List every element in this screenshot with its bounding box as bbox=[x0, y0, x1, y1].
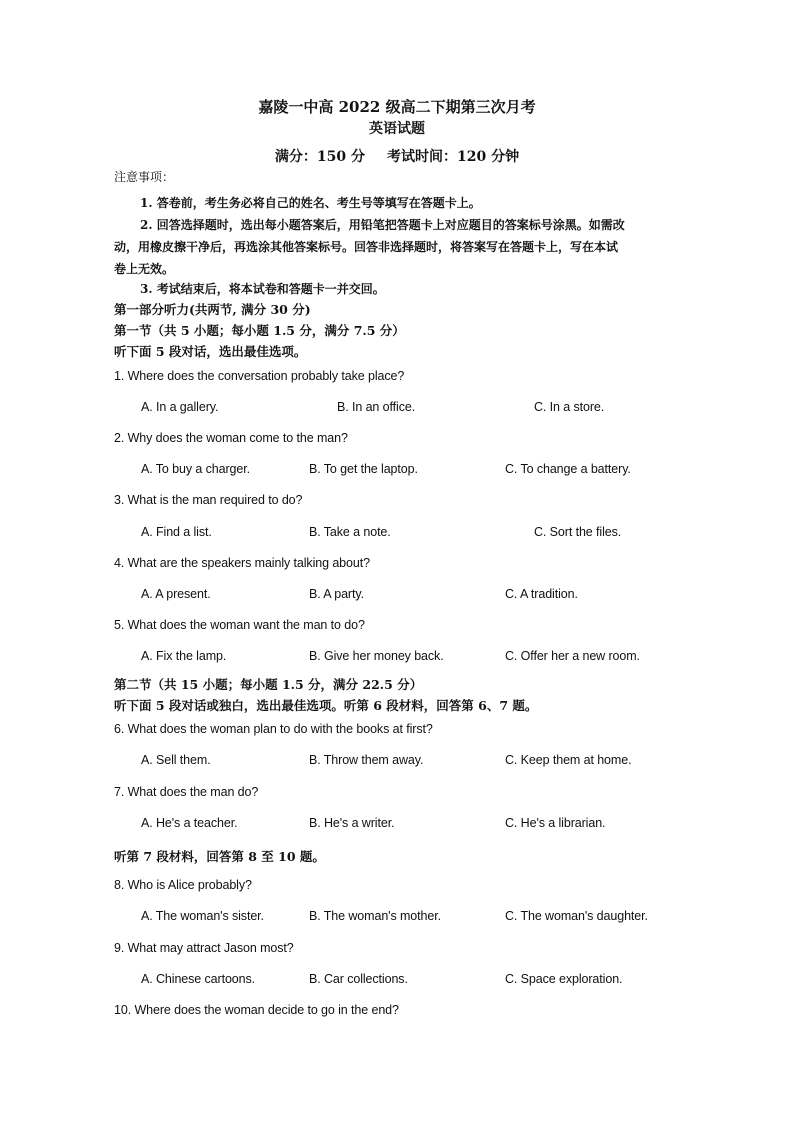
q4-option-b: B. A party. bbox=[309, 587, 364, 601]
q8-option-c: C. The woman's daughter. bbox=[505, 909, 648, 923]
notice-heading: 注意事项： bbox=[114, 170, 175, 184]
question-6: 6. What does the woman plan to do with the books at first? bbox=[114, 722, 433, 736]
question-4: 4. What are the speakers mainly talking about? bbox=[114, 556, 370, 570]
q6-option-b: B. Throw them away. bbox=[309, 753, 424, 767]
q8-option-a: A. The woman's sister. bbox=[141, 909, 264, 923]
notice-item-2-line-2: 动，用橡皮擦干净后，再选涂其他答案标号。回答非选择题时，将答案写在答题卡上，写在本试 bbox=[114, 240, 619, 254]
q9-option-c: C. Space exploration. bbox=[505, 972, 623, 986]
section1-instructions: 听下面 5 段对话，选出最佳选项。 bbox=[114, 344, 307, 359]
q1-option-a: A. In a gallery. bbox=[141, 400, 219, 414]
q2-option-c: C. To change a battery. bbox=[505, 462, 631, 476]
exam-subtitle: 英语试题 bbox=[369, 121, 425, 137]
part1-heading: 第一部分听力(共两节, 满分 30 分) bbox=[114, 302, 311, 317]
question-3: 3. What is the man required to do? bbox=[114, 493, 303, 507]
question-5: 5. What does the woman want the man to do? bbox=[114, 618, 365, 632]
question-8: 8. Who is Alice probably? bbox=[114, 878, 252, 892]
q5-option-b: B. Give her money back. bbox=[309, 649, 444, 663]
full-score: 满分：150 分 bbox=[274, 149, 365, 165]
section1-heading: 第一节（共 5 小题；每小题 1.5 分，满分 7.5 分） bbox=[114, 323, 405, 338]
q5-option-a: A. Fix the lamp. bbox=[141, 649, 227, 663]
section2-heading: 第二节（共 15 小题；每小题 1.5 分，满分 22.5 分） bbox=[114, 677, 423, 692]
q5-option-c: C. Offer her a new room. bbox=[505, 649, 640, 663]
q7-option-b: B. He's a writer. bbox=[309, 816, 395, 830]
passage-7-instructions: 听第 7 段材料，回答第 8 至 10 题。 bbox=[114, 849, 325, 864]
q6-option-c: C. Keep them at home. bbox=[505, 753, 632, 767]
q7-option-a: A. He's a teacher. bbox=[141, 816, 238, 830]
q3-option-c: C. Sort the files. bbox=[534, 525, 622, 539]
score-time-bar bbox=[0, 146, 794, 166]
section2-instructions: 听下面 5 段对话或独白，选出最佳选项。听第 6 段材料，回答第 6、7 题。 bbox=[114, 698, 538, 713]
q2-option-a: A. To buy a charger. bbox=[141, 462, 250, 476]
question-10: 10. Where does the woman decide to go in the end? bbox=[114, 1003, 399, 1017]
question-7: 7. What does the man do? bbox=[114, 785, 259, 799]
notice-item-1: 1. 答卷前，考生务必将自己的姓名、考生号等填写在答题卡上。 bbox=[140, 196, 481, 210]
q9-option-b: B. Car collections. bbox=[309, 972, 408, 986]
q6-option-a: A. Sell them. bbox=[141, 753, 211, 767]
exam-time: 考试时间：120 分钟 bbox=[387, 149, 520, 165]
q1-option-b: B. In an office. bbox=[337, 400, 416, 414]
q8-option-b: B. The woman's mother. bbox=[309, 909, 441, 923]
notice-item-2-line-1: 2. 回答选择题时，选出每小题答案后，用铅笔把答题卡上对应题目的答案标号涂黑。如需改 bbox=[140, 218, 625, 232]
q4-option-a: A. A present. bbox=[141, 587, 211, 601]
question-9: 9. What may attract Jason most? bbox=[114, 941, 294, 955]
q4-option-c: C. A tradition. bbox=[505, 587, 578, 601]
q7-option-c: C. He's a librarian. bbox=[505, 816, 606, 830]
q9-option-a: A. Chinese cartoons. bbox=[141, 972, 256, 986]
notice-item-2-line-3: 卷上无效。 bbox=[114, 262, 175, 276]
q3-option-a: A. Find a list. bbox=[141, 525, 212, 539]
exam-title: 嘉陵一中高 2022 级高二下期第三次月考 bbox=[258, 98, 536, 116]
q2-option-b: B. To get the laptop. bbox=[309, 462, 418, 476]
q1-option-c: C. In a store. bbox=[534, 400, 605, 414]
question-2: 2. Why does the woman come to the man? bbox=[114, 431, 348, 445]
question-1: 1. Where does the conversation probably take place? bbox=[114, 369, 405, 383]
q3-option-b: B. Take a note. bbox=[309, 525, 391, 539]
notice-item-3: 3. 考试结束后，将本试卷和答题卡一并交回。 bbox=[140, 282, 385, 296]
